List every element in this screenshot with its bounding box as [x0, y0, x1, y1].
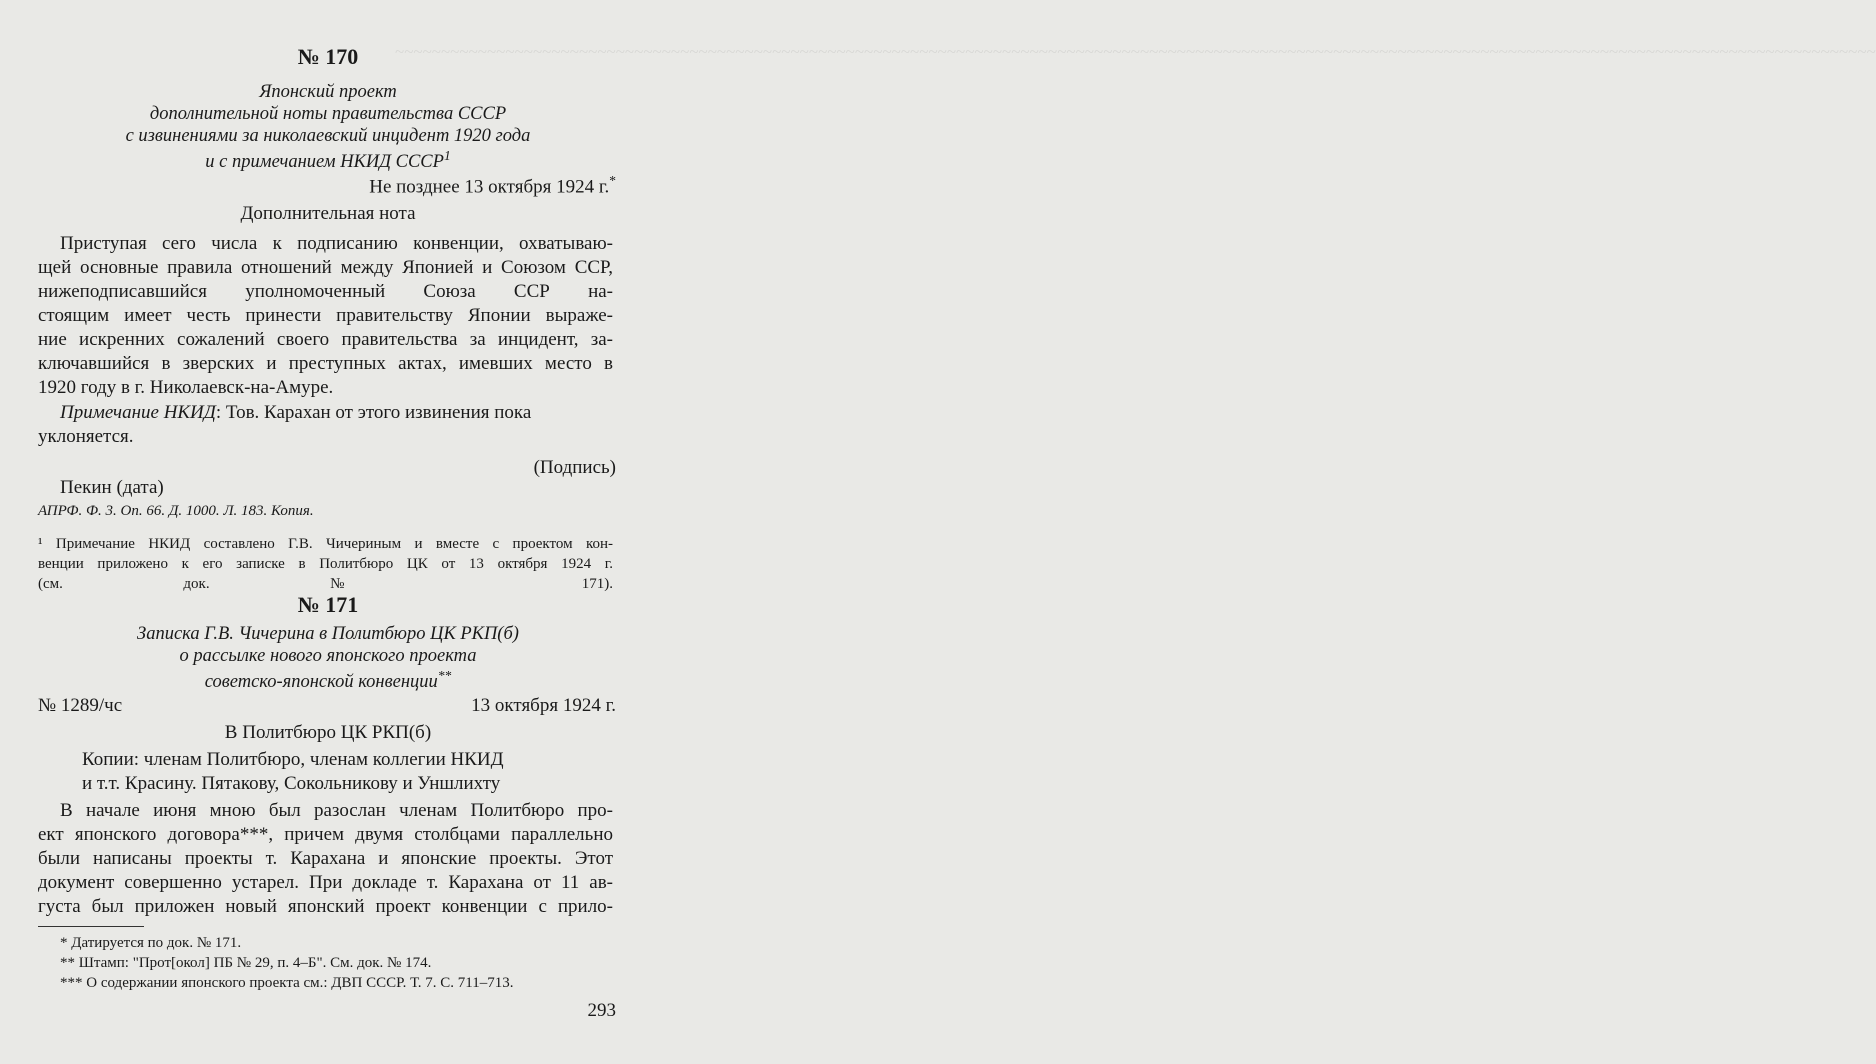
doc-171-copies-line: Копии: членам Политбюро, членам коллегии НКИД — [82, 749, 504, 770]
doc-170-number: № 170 — [297, 44, 359, 69]
doc-170-body-line: ние искренних сожалений своего правительства за инцидент, за- — [38, 329, 613, 350]
doc-171-body-line: В начале июня мною был разослан членам Политбюро про- — [60, 800, 613, 821]
doc-170-place-date: Пекин (дата) — [60, 477, 164, 498]
doc-171-title-line — [0, 668, 656, 693]
doc-170-body-line: нижеподписавшийся уполномоченный Союза ССР на- — [38, 281, 613, 302]
doc-171-title-last: советско-японской конвенции — [204, 672, 438, 693]
footnote-mark: ** — [437, 668, 452, 683]
doc-170-title-line: с извинениями за николаевский инцидент 1920 года — [125, 126, 531, 146]
doc-170-heading: Дополнительная нота — [240, 203, 416, 224]
bleed-through-texture: ~~~~~~~~~~~~~~~~~~~~~~~~~~~~~~~~~~~~~~~~~~~~~~~~~~~~~~~~~~~~~~~~~~~~~~~~~~~~~~~~~~~~~~~~~~~~~~~~~~~~~~~~~~~~~~~~~~~~~~~~~~~~~~~~~~~~~~~~~~~~~~~~~~~~~~~~~~~~~~~~~ — [395, 42, 1876, 61]
doc-170-note — [60, 402, 613, 424]
doc-171-date: 13 октября 1924 г. — [471, 695, 616, 716]
footnote-mark: 1 — [443, 148, 451, 163]
doc-170-body-line: Приступая сего числа к подписанию конвенции, охватываю- — [60, 233, 613, 254]
doc-170-title-line: Японский проект — [259, 82, 397, 102]
doc-170-footnote-line: (см. док. № 171). — [38, 576, 613, 592]
doc-170-date-text: Не позднее 13 октября 1924 г. — [369, 176, 610, 198]
page-footnote: * Датируется по док. № 171. — [60, 935, 242, 951]
doc-170-note-label: Примечание НКИД — [60, 402, 216, 423]
doc-171-body-line: были написаны проекты т. Карахана и японские проекты. Этот — [38, 848, 613, 869]
doc-171-addressee: В Политбюро ЦК РКП(б) — [224, 722, 432, 743]
doc-170-archive: АПРФ. Ф. 3. Оп. 66. Д. 1000. Л. 183. Копия. — [38, 503, 314, 519]
page-number: 293 — [587, 1000, 616, 1021]
doc-171-title-line: о рассылке нового японского проекта — [179, 646, 477, 666]
doc-170-title-line — [0, 148, 656, 173]
doc-171-number: № 171 — [297, 592, 359, 617]
doc-170-signature: (Подпись) — [533, 457, 616, 478]
doc-171-body-line: ект японского договора***, причем двумя столбцами параллельно — [38, 824, 613, 845]
doc-170-title-line: дополнительной ноты правительства СССР — [149, 104, 507, 124]
page-footnote: *** О содержании японского проекта см.: ДВП СССР. Т. 7. С. 711–713. — [60, 975, 514, 991]
doc-170-note-text: : Тов. Карахан от этого извинения пока — [215, 402, 532, 423]
doc-170-body-line: стоящим имеет честь принести правительству Японии выраже- — [38, 305, 613, 326]
doc-170-body-line: ключавшийся в зверских и преступных актах, имевших место в — [38, 353, 613, 374]
doc-170-note-text2: уклоняется. — [38, 426, 134, 447]
doc-171-body-line: документ совершенно устарел. При докладе т. Карахана от 11 ав- — [38, 872, 613, 893]
doc-171-title-line: Записка Г.В. Чичерина в Политбюро ЦК РКП(б) — [137, 624, 519, 644]
doc-170-body-line: 1920 году в г. Николаевск-на-Амуре. — [38, 377, 334, 398]
doc-170-footnote-line: ¹ Примечание НКИД составлено Г.В. Чичериным и вместе с проектом кон- — [38, 536, 613, 552]
footnote-divider — [38, 926, 144, 927]
doc-170-footnote-line: венции приложено к его записке в Политбюро ЦК от 13 октября 1924 г. — [38, 556, 613, 572]
doc-171-ref: № 1289/чс — [38, 695, 123, 716]
footnote-mark: * — [609, 173, 616, 188]
doc-171-body-line: густа был приложен новый японский проект конвенции с прило- — [38, 896, 613, 917]
doc-170-title-last: и с примечанием НКИД СССР — [205, 152, 444, 173]
page-footnote: ** Штамп: "Прот[окол] ПБ № 29, п. 4–Б". См. док. № 174. — [60, 955, 432, 971]
doc-171-copies-line: и т.т. Красину. Пятакову, Сокольникову и Уншлихту — [82, 773, 501, 794]
doc-170-date — [369, 173, 616, 198]
doc-170-body-line: щей основные правила отношений между Японией и Союзом ССР, — [38, 257, 613, 278]
